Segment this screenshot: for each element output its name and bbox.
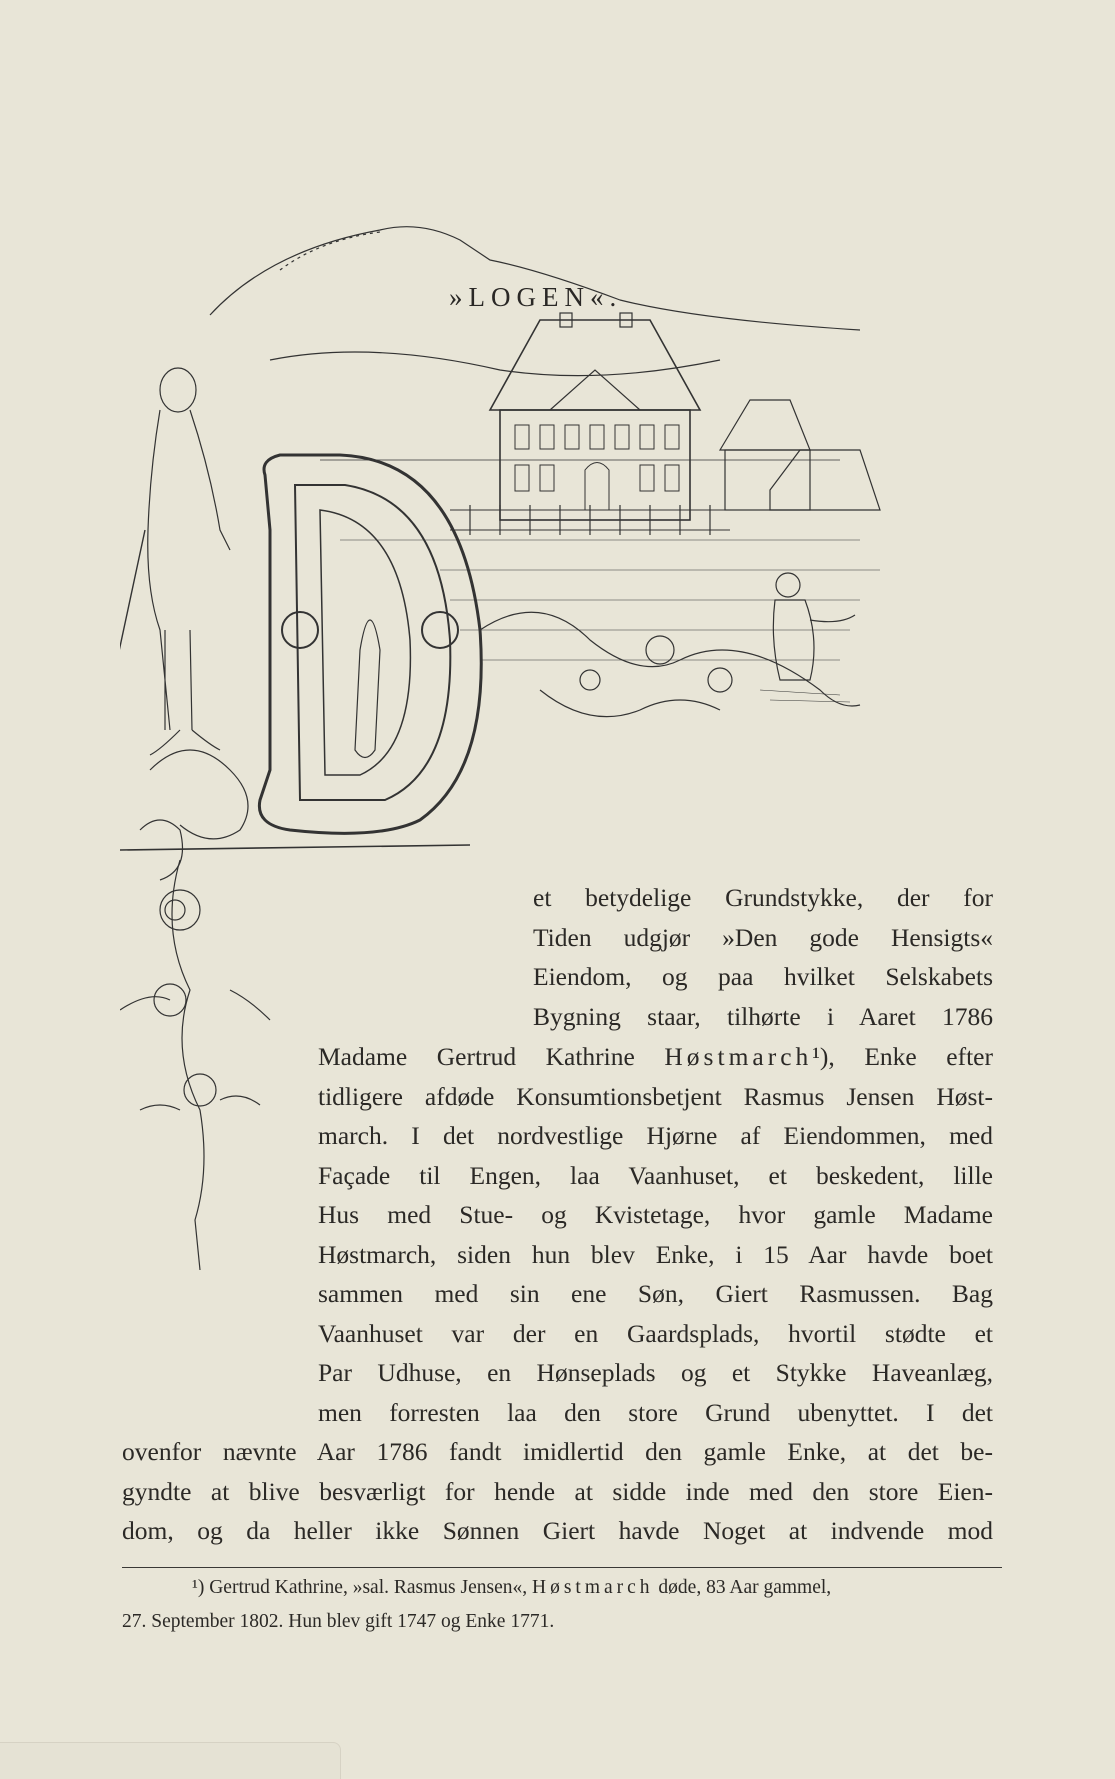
text-line: sammen med sin ene Søn, Giert Rasmussen. Bag xyxy=(318,1279,993,1308)
footnote-line: 27. September 1802. Hun blev gift 1747 og Enke 1771. xyxy=(122,1611,555,1632)
text-line: tidligere afdøde Konsumtionsbetjent Rasmus Jensen Høst- xyxy=(318,1081,993,1111)
footnote-rule xyxy=(122,1567,1002,1568)
text-run: ¹), Enke efter xyxy=(812,1042,993,1071)
text-line: Par Udhuse, en Hønseplads og et Stykke Haveanlæg, xyxy=(318,1358,993,1387)
text-line: et betydelige Grundstykke, der for xyxy=(533,883,993,912)
text-line: Tiden udgjør »Den gode Hensigts« xyxy=(533,922,993,952)
text-run: Madame Gertrud Kathrine xyxy=(318,1042,665,1071)
text-line: Bygning staar, tilhørte i Aaret 1786 xyxy=(533,1001,993,1031)
text-line: Høstmarch, siden hun blev Enke, i 15 Aar havde boet xyxy=(318,1239,993,1269)
text-line: men forresten laa den store Grund ubenyttet. I det xyxy=(318,1397,993,1427)
body-lines-right xyxy=(533,878,993,1036)
page-title: »LOGEN«. xyxy=(449,282,623,312)
text-run: ¹) Gertrud Kathrine, »sal. Rasmus Jensen«, xyxy=(192,1577,532,1598)
text-line: gyndte at blive besværligt for hende at sidde inde med den store Eien- xyxy=(122,1476,993,1506)
page-edge-mark xyxy=(0,1742,341,1779)
footnote-line xyxy=(122,1571,1002,1605)
body-lines-mid xyxy=(318,1037,993,1432)
spaced-name: Høstmarch xyxy=(664,1042,813,1071)
body-lines-full xyxy=(122,1432,993,1551)
text-line: march. I det nordvestlige Hjørne af Eiendommen, med xyxy=(318,1121,993,1150)
text-line: Vaanhuset var der en Gaardsplads, hvortil stødte et xyxy=(318,1318,993,1348)
text-line: Eiendom, og paa hvilket Selskabets xyxy=(533,962,993,991)
text-line: ovenfor nævnte Aar 1786 fandt imidlertid den gamle Enke, at det be- xyxy=(122,1437,993,1466)
text-line: Hus med Stue- og Kvistetage, hvor gamle Madame xyxy=(318,1200,993,1229)
footnote xyxy=(122,1571,1002,1639)
text-line: dom, og da heller ikke Sønnen Giert havde Noget at indvende mod xyxy=(122,1516,993,1545)
text-run: døde, 83 Aar gammel, xyxy=(653,1577,832,1598)
text-line xyxy=(318,1037,993,1077)
spaced-name: Høstmarch xyxy=(531,1577,654,1598)
text-line: Façade til Engen, laa Vaanhuset, et beskedent, lille xyxy=(318,1160,993,1190)
